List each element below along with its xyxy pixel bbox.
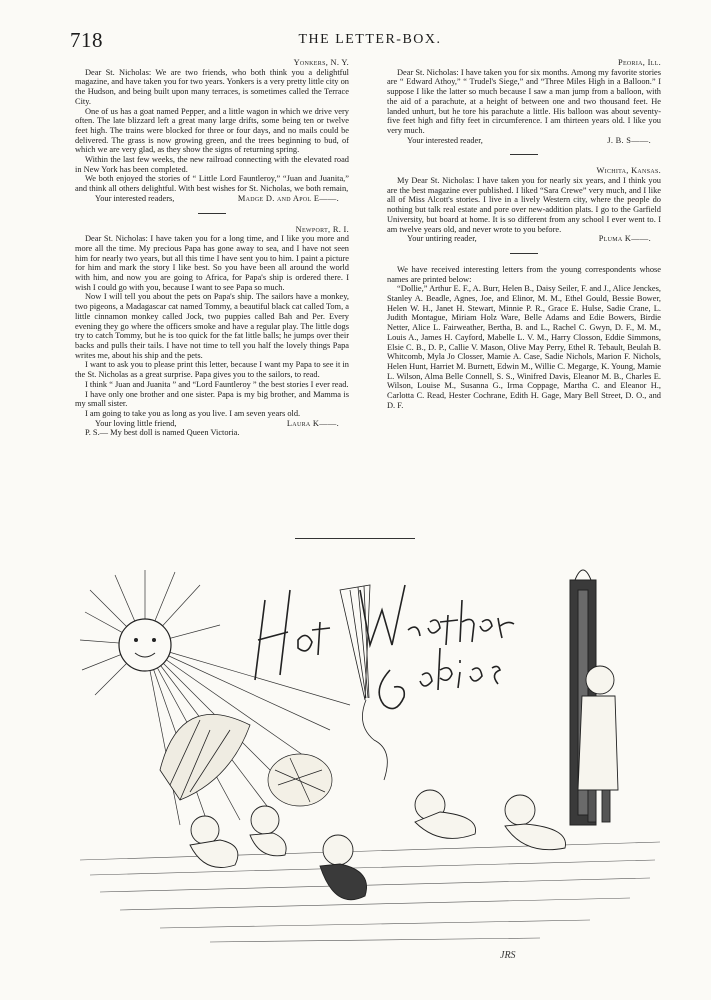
straw-hat-drawing: [268, 754, 332, 806]
notice-names: “Dollie,” Arthur E. F., A. Burr, Helen B., Daisy Seiler, F. and J., Alice Jenckes, Stanley A. Beadle, Agnes, Joe, and Elinor, M. M., Ethel Gould, Bessie Bower, Helen W. H., Janet H. Stewart, Minnie P. R., Grace E. Hulse, Sadie Crane, L. Judith Montague, Miriam Holz Ware, Belle Adams and Edie Bowers, Birdie Netter, Alice L. Fairweather, Bertha, B. and L., Rachel C. Gwyn, D. F., M. M., Louis A., James H. Cayford, Mabelle L. V. M., Harry Closson, Eddie Simmons, Elsie C. B., D. P., Callie V. Mason, Olive May Perry, Ethel R. Tebault, Beulah B. Whitcomb, Myla Jo Closser, Mamie A. Case, Sadie Nichols, Marion F. Nichols, Helen Hunt, Harriet M. Burnett, Edwin M., Willie C. Megarge, K. Young, Mamie L. Wilson, Alma Belle Connell, S. S., Winifred Davis, Eleanor M. B., Charles E. Wilson, Louise M., Susanna G., Irma Coppage, Martha C. and Eleanor H., Carlotta C. Read, Hester Cochrane, Edith H. Gage, Mary Bell Street, D. O., and D. F.: [387, 284, 661, 410]
closing-text: Your untiring reader,: [407, 234, 477, 244]
letter-paragraph: I am going to take you as long as you live. I am seven years old.: [85, 408, 301, 418]
running-head: [70, 28, 670, 50]
letter-closing: [387, 136, 661, 146]
letter-place: Newport, R. I.: [295, 224, 349, 234]
separator-rule: [510, 253, 538, 254]
baby-figure: [505, 795, 566, 850]
separator-rule: [510, 154, 538, 155]
letter-place: Wichita, Kansas.: [596, 166, 661, 176]
letter-closing: [75, 419, 349, 429]
closing-text: Your loving little friend,: [95, 418, 177, 428]
signature: J. B. S——.: [607, 135, 651, 145]
letter-place: Yonkers, N. Y.: [293, 58, 349, 67]
babies-group: [190, 666, 618, 900]
letter-yonkers: [75, 58, 349, 204]
letter-closing: [387, 234, 661, 244]
letter-newport: [75, 225, 349, 438]
letter-paragraph: One of us has a goat named Pepper, and a little wagon in which we drive very often. The late blizzard left a great many large drifts, some being ten or twelve feet high. The trains were blocked for three or four days, and no mails could be delivered. The grass is now growing green, and the trees beginning to bud, of which we are very glad, as they show the signs of returning spring.: [75, 106, 349, 155]
signature: Pluma K——.: [598, 234, 651, 244]
baby-figure: [320, 835, 367, 900]
parasol-drawing: [160, 714, 250, 800]
letter-peoria: [387, 58, 661, 145]
illustration-title-lettering: [255, 585, 514, 709]
letter-paragraph: Dear St. Nicholas: We are two friends, who both think you a delightful magazine, and have taken you for two years. Yonkers is a very pretty little city on the Hudson, and being built upon many terraces, is sometimes called the Terrace City.: [75, 67, 349, 106]
right-column: [387, 58, 661, 411]
letter-paragraph: Dear St. Nicholas: I have taken you for a long time, and I like you more and more all the time. My precious Papa has gone away to sea, and I have not seen him for nearly two years, but all this time I have sent you to him. I paint a picture for him and mark the story I like best. So you have been all around the world with him, and now you are going to Africa, for Papa's ship is ordered there. I wish I could go with you, because I want to see Papa so much.: [75, 234, 349, 292]
letter-paragraph: My Dear St. Nicholas: I have taken you for nearly six years, and I think you are the best magazine ever published. I liked “Sara Crewe” very much, and I like all of Miss Alcott's stories. I live in a lively Western city, where the people do nothing but talk real estate and pore over new-addition plats. I go to the Garfield University, but board at home. It is so different from any school I ever went to. I am twelve years old, and never wrote to you before.: [387, 176, 661, 234]
correspondents-notice: [387, 265, 661, 411]
separator-rule: [198, 213, 226, 214]
letter-paragraph: I want to ask you to please print this letter, because I want my Papa to see it in the St. Nicholas as a great surprise. Papa gives you to the sailors, to read.: [75, 360, 349, 380]
page-title: THE LETTER-BOX.: [298, 32, 442, 47]
closing-text: Your interested reader,: [407, 135, 483, 145]
notice-intro: We have received interesting letters from the young correspondents whose names are printed below:: [387, 264, 661, 284]
letter-paragraph: Now I will tell you about the pets on Papa's ship. The sailors have a monkey, two pigeons, a Madagascar cat named Tommy, a beautiful black cat called Tom, a little cinnamon monkey called Jock, two puppies called Bah and Per. Every evening they go where the officers smoke and have a regular play. The little dogs try to catch Tommy, but he is too quick for the fat little balls; he jumps over their backs and pulls their tails. I have not time to tell you half the lovely things Papa writes me, about his ship and the pets.: [75, 292, 349, 360]
letter-closing: [75, 194, 349, 204]
letter-wichita: [387, 166, 661, 244]
letter-paragraph: Dear St. Nicholas: I have taken you for six months. Among my favorite stories are “ Edward Athoy,” “ Trudel's Siege,” and “Three Miles High in a Balloon.” I suppose I like the latter so much because I saw a man jump from a balloon, with the aid of a parachute, at a height of between one and two thousand feet. He landed unhurt, but he tore his parachute a little. His balloon was about seventy-five feet high and fifty feet in circumference. I am thirteen years old. I like you very much.: [387, 67, 661, 135]
closing-text: Your interested readers,: [95, 193, 175, 203]
signature: Laura K——.: [286, 418, 339, 428]
letter-paragraph: I have only one brother and one sister. Papa is my big brother, and Mamma is my small sister.: [75, 389, 349, 409]
baby-figure: [190, 816, 238, 868]
letter-paragraph: I think “ Juan and Juanita ” and “Lord Fauntleroy ” the best stories I ever read.: [85, 379, 349, 389]
letter-paragraph: We both enjoyed the stories of “ Little Lord Fauntleroy,” “Juan and Juanita,” and think all others delightful. With best wishes for St. Nicholas, we both remain,: [75, 174, 349, 194]
signature: Madge D. and Apol E——.: [237, 193, 339, 203]
letter-paragraph: Within the last few weeks, the new railroad connecting with the elevated road in New York has been completed.: [75, 155, 349, 174]
page-number: 718: [70, 28, 103, 52]
hot-weather-babies-illustration: [70, 530, 670, 975]
left-column: [75, 58, 349, 438]
baby-figure: [415, 790, 476, 838]
baby-figure: [250, 806, 286, 856]
letter-place: Peoria, Ill.: [618, 58, 661, 67]
postscript: P. S.— My best doll is named Queen Victoria.: [85, 428, 240, 438]
floor-hatching: [80, 842, 660, 942]
artist-monogram: JRS: [500, 950, 516, 961]
